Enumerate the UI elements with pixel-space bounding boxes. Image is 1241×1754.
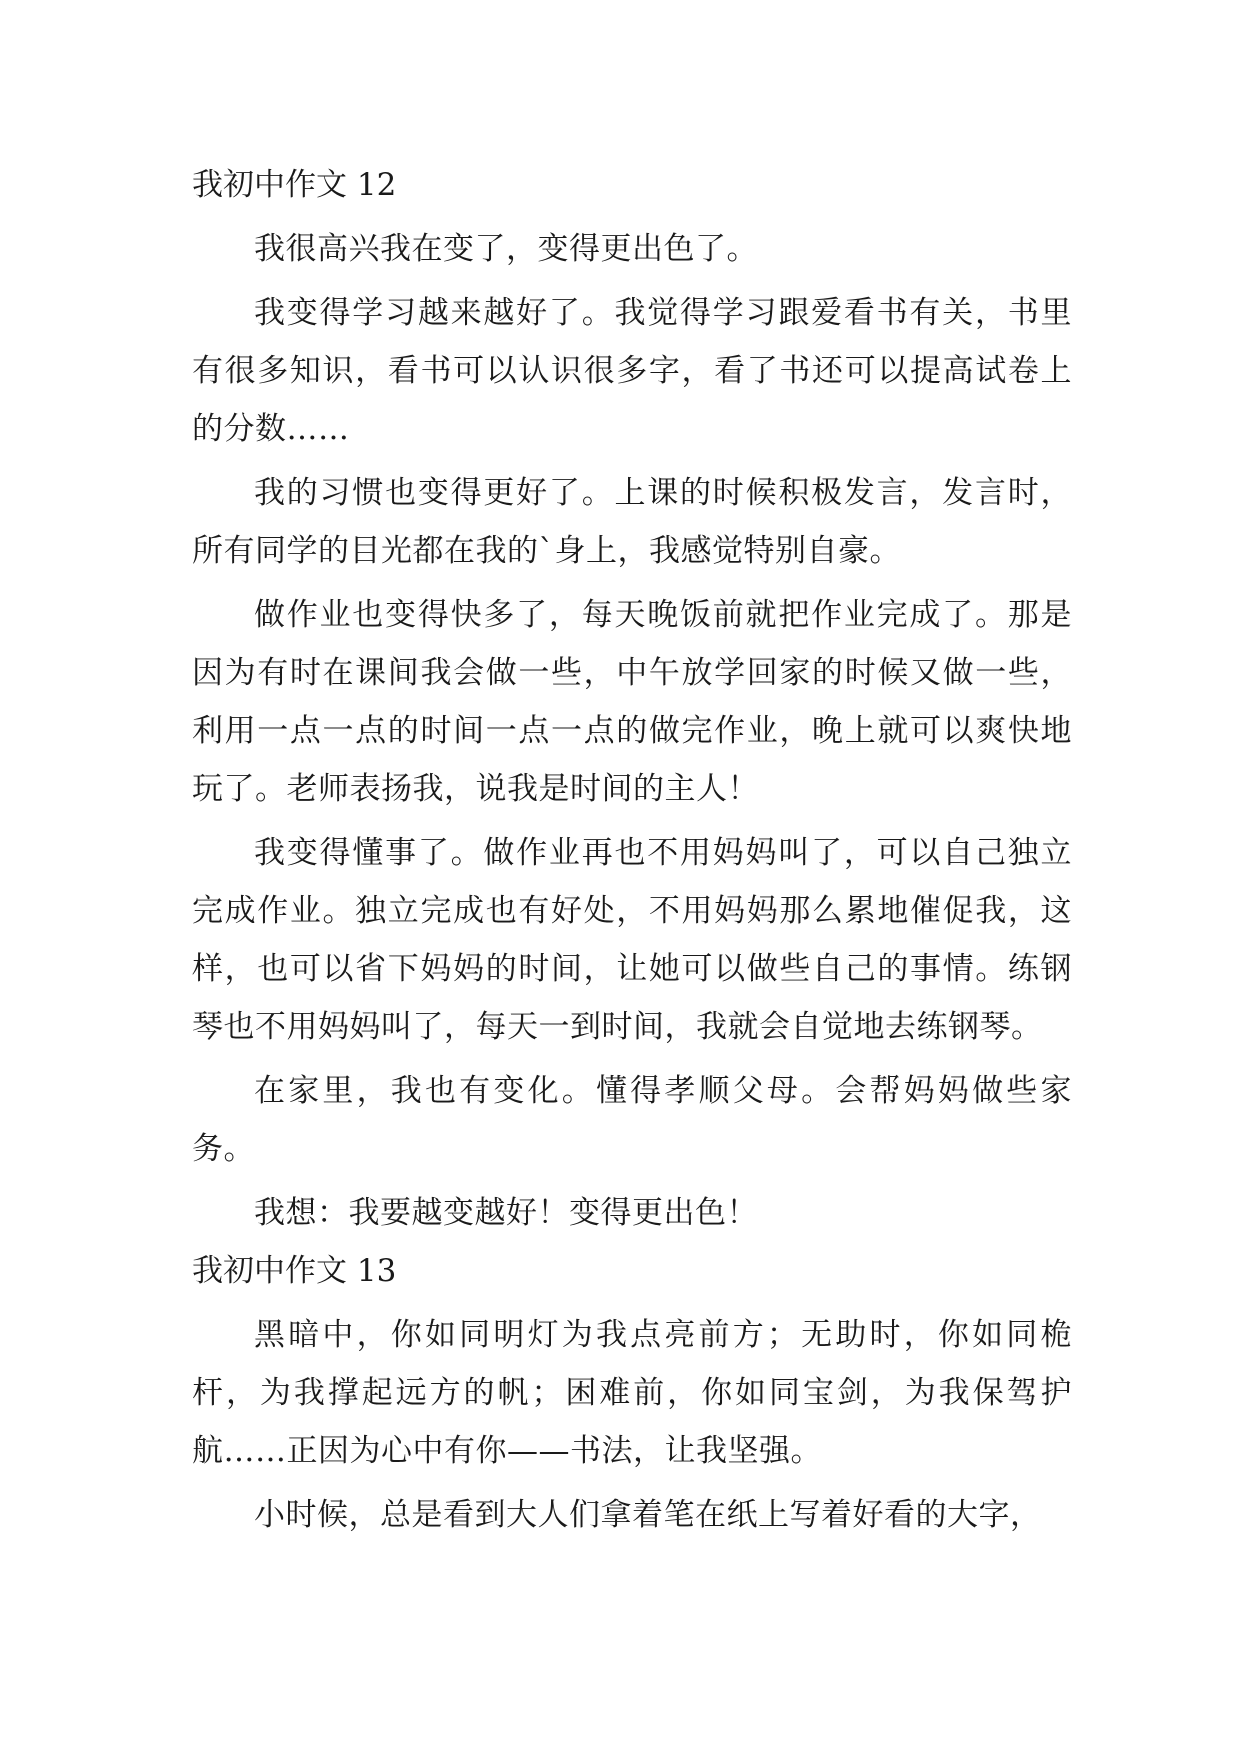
paragraph: 在家里，我也有变化。懂得孝顺父母。会帮妈妈做些家务。 [192, 1073, 1072, 1167]
paragraph: 黑暗中，你如同明灯为我点亮前方；无助时，你如同桅杆，为我撑起远方的帆；困难前，你如同宝剑，为我保驾护航……正因为心中有你——书法，让我坚强。 [192, 1317, 1072, 1469]
paragraph: 我变得懂事了。做作业再也不用妈妈叫了，可以自己独立完成作业。独立完成也有好处，不用妈妈那么累地催促我，这样，也可以省下妈妈的时间，让她可以做些自己的事情。练钢琴也不用妈妈叫了，每天一到时间，我就会自觉地去练钢琴。 [192, 835, 1072, 1045]
section-title: 我初中作文 13 [192, 1253, 397, 1289]
paragraph: 我想：我要越变越好！变得更出色！ [254, 1195, 758, 1231]
paragraph: 做作业也变得快多了，每天晚饭前就把作业完成了。那是因为有时在课间我会做一些，中午放学回家的时候又做一些，利用一点一点的时间一点一点的做完作业，晚上就可以爽快地玩了。老师表扬我，说我是时间的主人！ [192, 597, 1072, 807]
paragraph: 我变得学习越来越好了。我觉得学习跟爱看书有关，书里有很多知识，看书可以认识很多字，看了书还可以提高试卷上的分数…… [192, 295, 1072, 447]
paragraph: 我的习惯也变得更好了。上课的时候积极发言，发言时，所有同学的目光都在我的`身上，我感觉特别自豪。 [192, 475, 1072, 569]
paragraph: 小时候，总是看到大人们拿着笔在纸上写着好看的大字， [254, 1497, 1042, 1533]
document-page [192, 156, 1072, 1544]
paragraph: 我很高兴我在变了，变得更出色了。 [254, 231, 758, 267]
section-title: 我初中作文 12 [192, 167, 397, 203]
